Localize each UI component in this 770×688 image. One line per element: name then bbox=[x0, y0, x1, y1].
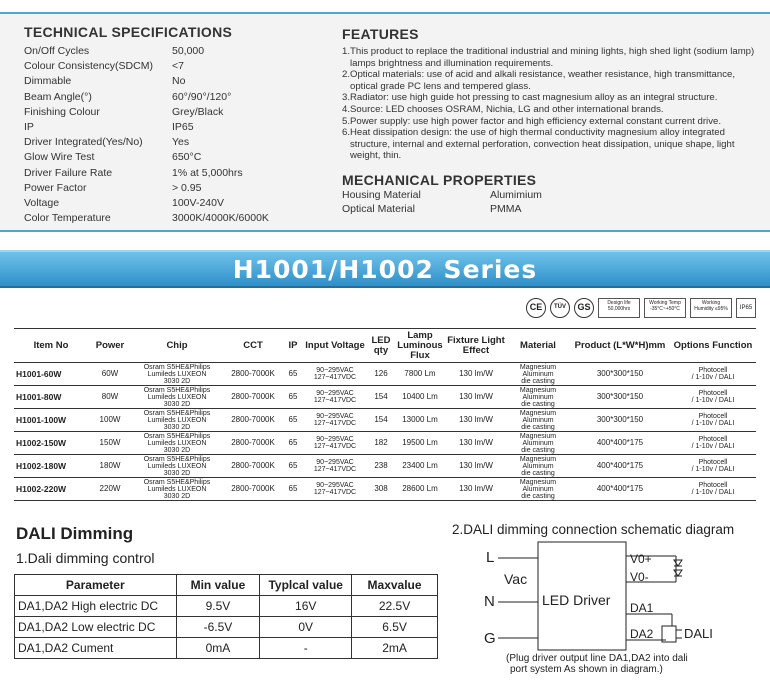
ip-cell: 65 bbox=[284, 478, 302, 501]
specifications-panel bbox=[0, 12, 770, 232]
spec-row bbox=[24, 74, 324, 89]
spec-value: No bbox=[172, 75, 186, 88]
mechanical-list bbox=[342, 188, 760, 216]
voltage_lines-line: 127~417VDC bbox=[313, 420, 357, 427]
power-cell: 80W bbox=[88, 386, 132, 409]
material-cell bbox=[506, 386, 570, 409]
chip_lines-line: 3030 2D bbox=[163, 400, 191, 408]
dali-row bbox=[15, 638, 438, 659]
options_lines-line: / 1-10v / DALI bbox=[691, 374, 735, 381]
chip-cell bbox=[132, 432, 222, 455]
cct-cell: 2800-7000K bbox=[222, 432, 284, 455]
chip_lines-line: Osram S5HE&Philips bbox=[143, 478, 211, 486]
chip_lines-line: 3030 2D bbox=[163, 492, 191, 500]
chip_lines-line: 3030 2D bbox=[163, 469, 191, 477]
flux-cell: 28600 Lm bbox=[394, 478, 446, 501]
dali-column-header: Min value bbox=[176, 575, 260, 596]
chip_lines-line: Osram S5HE&Philips bbox=[143, 409, 211, 417]
spec-label: Power Factor bbox=[24, 181, 87, 194]
dali-schematic-diagram bbox=[476, 536, 766, 656]
options_lines-line: Photocell bbox=[698, 459, 728, 466]
size-cell: 400*400*175 bbox=[570, 455, 670, 478]
power-cell: 180W bbox=[88, 455, 132, 478]
spec-value: Grey/Black bbox=[172, 105, 224, 118]
voltage_lines-line: 90~295VAC bbox=[316, 390, 354, 397]
chip_lines-line: Osram S5HE&Philips bbox=[143, 363, 211, 371]
product-column-header: IP bbox=[284, 329, 302, 363]
chip_lines-line: 3030 2D bbox=[163, 446, 191, 454]
l-label: L bbox=[486, 549, 495, 566]
options_lines-line: / 1-10v / DALI bbox=[691, 443, 735, 450]
n-label: N bbox=[484, 593, 495, 610]
flux-cell: 23400 Lm bbox=[394, 455, 446, 478]
spec-label: On/Off Cycles bbox=[24, 45, 90, 57]
size-cell: 400*400*175 bbox=[570, 432, 670, 455]
product-column-header: Input Voltage bbox=[302, 329, 368, 363]
product-column-header: Item No bbox=[14, 329, 88, 363]
feature-item: 2.Optical materials: use of acid and alkali resistance, weather resistance, high transmittance, optical grade PC lens and tempered glass. bbox=[342, 69, 736, 92]
schematic-note-line: (Plug driver output line DA1,DA2 into dali bbox=[506, 653, 688, 664]
schematic-note-line: port system As shown in diagram.) bbox=[510, 664, 663, 675]
product-column-header: Power bbox=[88, 329, 132, 363]
options_lines-line: / 1-10v / DALI bbox=[691, 397, 735, 404]
dali-label: DALI bbox=[684, 626, 713, 641]
chip_lines-line: Lumileds LUXEON bbox=[147, 485, 207, 493]
power-cell: 60W bbox=[88, 363, 132, 386]
voltage-cell bbox=[302, 478, 368, 501]
item-number: H1001-100W bbox=[14, 409, 88, 432]
led-qty-cell: 182 bbox=[368, 432, 394, 455]
dali-value: -6.5V bbox=[176, 617, 260, 638]
spec-value: 50,000 bbox=[172, 45, 205, 57]
spec-row bbox=[24, 166, 324, 181]
mechanical-label: Housing Material bbox=[342, 188, 421, 201]
dali-row bbox=[15, 617, 438, 638]
voltage_lines-line: 90~295VAC bbox=[316, 482, 354, 489]
material_lines-line: Aluminum bbox=[522, 485, 554, 493]
tech-specs-title: TECHNICAL SPECIFICATIONS bbox=[24, 24, 233, 40]
voltage_lines-line: 90~295VAC bbox=[316, 367, 354, 374]
options_lines-line: / 1-10v / DALI bbox=[691, 420, 735, 427]
features-title: FEATURES bbox=[342, 26, 419, 42]
options-cell bbox=[670, 409, 756, 432]
material_lines-line: Magnesium bbox=[519, 432, 557, 440]
chip_lines-line: Osram S5HE&Philips bbox=[143, 432, 211, 440]
dali-value: 2mA bbox=[352, 638, 438, 659]
da1-label: DA1 bbox=[630, 601, 654, 615]
options_lines-line: / 1-10v / DALI bbox=[691, 466, 735, 473]
dali-value: 6.5V bbox=[352, 617, 438, 638]
ip-cell: 65 bbox=[284, 409, 302, 432]
product-column-header: Fixture Light Effect bbox=[446, 329, 506, 363]
led-qty-cell: 154 bbox=[368, 386, 394, 409]
led-qty-cell: 308 bbox=[368, 478, 394, 501]
working-temp-badge: Working Temp -35°C~+50°C bbox=[644, 298, 686, 318]
v0plus-label: V0+ bbox=[630, 552, 652, 566]
options_lines-line: Photocell bbox=[698, 482, 728, 489]
product-table-header bbox=[14, 329, 756, 363]
product-column-header: Material bbox=[506, 329, 570, 363]
dali-table bbox=[14, 574, 438, 659]
options_lines-line: Photocell bbox=[698, 413, 728, 420]
spec-value: 3000K/4000K/6000K bbox=[172, 212, 269, 225]
mechanical-row bbox=[342, 202, 760, 216]
spec-label: Driver Failure Rate bbox=[24, 166, 113, 179]
dali-title: DALI Dimming bbox=[16, 524, 134, 543]
gs-mark-icon: GS bbox=[574, 298, 594, 318]
spec-label: Beam Angle(°) bbox=[24, 90, 92, 103]
material_lines-line: Aluminum bbox=[522, 462, 554, 470]
da2-label: DA2 bbox=[630, 627, 654, 641]
voltage-cell bbox=[302, 409, 368, 432]
ip-cell: 65 bbox=[284, 455, 302, 478]
material_lines-line: Aluminum bbox=[522, 370, 554, 378]
technical-specifications bbox=[24, 24, 324, 226]
material_lines-line: Magnesium bbox=[519, 478, 557, 486]
cct-cell: 2800-7000K bbox=[222, 478, 284, 501]
spec-row bbox=[24, 59, 324, 74]
spec-row bbox=[24, 211, 324, 226]
spec-label: Colour Consistency(SDCM) bbox=[24, 60, 153, 73]
voltage_lines-line: 127~417VDC bbox=[313, 466, 357, 473]
material_lines-line: Aluminum bbox=[522, 439, 554, 447]
product-table bbox=[14, 328, 756, 501]
item-number: H1002-180W bbox=[14, 455, 88, 478]
spec-value: 60°/90°/120° bbox=[172, 90, 232, 103]
dali-value: 9.5V bbox=[176, 596, 260, 617]
led-diode-icon bbox=[674, 560, 682, 576]
flux-cell: 7800 Lm bbox=[394, 363, 446, 386]
features-list bbox=[342, 46, 760, 162]
light-effect-cell: 130 lm/W bbox=[446, 478, 506, 501]
tuv-mark-icon: TÜV bbox=[550, 298, 570, 318]
options-cell bbox=[670, 455, 756, 478]
dali-value: 16V bbox=[260, 596, 352, 617]
spec-row bbox=[24, 44, 324, 59]
spec-label: IP bbox=[24, 120, 34, 133]
voltage_lines-line: 127~417VDC bbox=[313, 489, 357, 496]
cct-cell: 2800-7000K bbox=[222, 455, 284, 478]
material-cell bbox=[506, 432, 570, 455]
power-cell: 100W bbox=[88, 409, 132, 432]
product-column-header: Lamp Luminous Flux bbox=[394, 329, 446, 363]
chip_lines-line: 3030 2D bbox=[163, 377, 191, 385]
voltage-cell bbox=[302, 363, 368, 386]
features-section bbox=[342, 26, 760, 216]
feature-item: 4.Source: LED chooses OSRAM, Nichia, LG and other international brands. bbox=[342, 103, 664, 115]
ip-cell: 65 bbox=[284, 386, 302, 409]
material-cell bbox=[506, 363, 570, 386]
spec-row bbox=[24, 90, 324, 105]
dali-subtitle: 1.Dali dimming control bbox=[16, 550, 155, 566]
chip-cell bbox=[132, 478, 222, 501]
dali-parameter: DA1,DA2 Cument bbox=[15, 638, 177, 659]
ip-rating-badge: IP65 bbox=[736, 298, 756, 318]
size-cell: 300*300*150 bbox=[570, 386, 670, 409]
spec-label: Driver Integrated(Yes/No) bbox=[24, 136, 143, 149]
options_lines-line: Photocell bbox=[698, 367, 728, 374]
size-cell: 400*400*175 bbox=[570, 478, 670, 501]
flux-cell: 19500 Lm bbox=[394, 432, 446, 455]
options_lines-line: / 1-10v / DALI bbox=[691, 489, 735, 496]
material-cell bbox=[506, 409, 570, 432]
chip_lines-line: Osram S5HE&Philips bbox=[143, 386, 211, 394]
options_lines-line: Photocell bbox=[698, 436, 728, 443]
material_lines-line: Magnesium bbox=[519, 363, 557, 371]
chip-cell bbox=[132, 386, 222, 409]
material_lines-line: Magnesium bbox=[519, 409, 557, 417]
spec-label: Voltage bbox=[24, 196, 60, 209]
working-humidity-badge: Working Humidity ≤95% bbox=[690, 298, 732, 318]
ip-cell: 65 bbox=[284, 363, 302, 386]
voltage_lines-line: 90~295VAC bbox=[316, 459, 354, 466]
dali-table-header bbox=[15, 575, 438, 596]
material_lines-line: die casting bbox=[521, 377, 555, 385]
design-life-badge: Design life 50,000hrs bbox=[598, 298, 640, 318]
chip_lines-line: 3030 2D bbox=[163, 423, 191, 431]
cct-cell: 2800-7000K bbox=[222, 363, 284, 386]
spec-label: Color Temperature bbox=[24, 212, 111, 225]
feature-item: 6.Heat dissipation design: the use of high thermal conductivity magnesium alloy integrated structure, internal and external perforation, convection heat dissipation, unique shape, light weight, thin. bbox=[342, 127, 735, 162]
options-cell bbox=[670, 432, 756, 455]
material_lines-line: Aluminum bbox=[522, 416, 554, 424]
product-row bbox=[14, 432, 756, 455]
chip_lines-line: Lumileds LUXEON bbox=[147, 370, 207, 378]
power-cell: 220W bbox=[88, 478, 132, 501]
ip-cell: 65 bbox=[284, 432, 302, 455]
chip_lines-line: Lumileds LUXEON bbox=[147, 416, 207, 424]
product-row bbox=[14, 409, 756, 432]
spec-value: 650°C bbox=[172, 151, 202, 164]
spec-value: IP65 bbox=[172, 120, 194, 133]
series-banner bbox=[0, 250, 770, 288]
product-row bbox=[14, 478, 756, 501]
dali-column-header: Parameter bbox=[15, 575, 177, 596]
light-effect-cell: 130 lm/W bbox=[446, 363, 506, 386]
item-number: H1002-220W bbox=[14, 478, 88, 501]
feature-item: 5.Power supply: use high power factor and high efficiency external constant current drive. bbox=[342, 115, 721, 127]
material_lines-line: Magnesium bbox=[519, 386, 557, 394]
spec-row bbox=[24, 196, 324, 211]
mechanical-title: MECHANICAL PROPERTIES bbox=[342, 171, 537, 188]
spec-label: Finishing Colour bbox=[24, 105, 100, 118]
power-cell: 150W bbox=[88, 432, 132, 455]
voltage_lines-line: 127~417VDC bbox=[313, 443, 357, 450]
chip_lines-line: Lumileds LUXEON bbox=[147, 393, 207, 401]
flux-cell: 10400 Lm bbox=[394, 386, 446, 409]
certification-row bbox=[526, 298, 756, 318]
spec-value: Yes bbox=[172, 136, 190, 149]
options-cell bbox=[670, 478, 756, 501]
material_lines-line: Magnesium bbox=[519, 455, 557, 463]
feature-item: 3.Radiator: use high guide hot pressing to cast magnesium alloy as an integral structure. bbox=[342, 92, 718, 104]
chip_lines-line: Lumileds LUXEON bbox=[147, 462, 207, 470]
size-cell: 300*300*150 bbox=[570, 409, 670, 432]
spec-label: Glow Wire Test bbox=[24, 151, 95, 164]
voltage-cell bbox=[302, 386, 368, 409]
dali-value: 22.5V bbox=[352, 596, 438, 617]
mechanical-label: Optical Material bbox=[342, 202, 415, 215]
product-row bbox=[14, 386, 756, 409]
mechanical-value: Alumimium bbox=[490, 188, 542, 201]
cct-cell: 2800-7000K bbox=[222, 386, 284, 409]
material-cell bbox=[506, 478, 570, 501]
light-effect-cell: 130 lm/W bbox=[446, 409, 506, 432]
dali-value: - bbox=[260, 638, 352, 659]
item-number: H1001-80W bbox=[14, 386, 88, 409]
spec-value: <7 bbox=[172, 60, 184, 73]
voltage_lines-line: 127~417VDC bbox=[313, 374, 357, 381]
product-column-header: Product (L*W*H)mm bbox=[570, 329, 670, 363]
chip_lines-line: Osram S5HE&Philips bbox=[143, 455, 211, 463]
led-qty-cell: 126 bbox=[368, 363, 394, 386]
voltage_lines-line: 90~295VAC bbox=[316, 413, 354, 420]
material_lines-line: die casting bbox=[521, 423, 555, 431]
material_lines-line: die casting bbox=[521, 400, 555, 408]
size-cell: 300*300*150 bbox=[570, 363, 670, 386]
product-column-header: Chip bbox=[132, 329, 222, 363]
schematic-title: 2.DALI dimming connection schematic diagram bbox=[452, 522, 735, 537]
cct-cell: 2800-7000K bbox=[222, 409, 284, 432]
chip-cell bbox=[132, 455, 222, 478]
item-number: H1002-150W bbox=[14, 432, 88, 455]
spec-row bbox=[24, 181, 324, 196]
dali-column-header: Maxvalue bbox=[352, 575, 438, 596]
dali-parameter: DA1,DA2 High electric DC bbox=[15, 596, 177, 617]
voltage-cell bbox=[302, 432, 368, 455]
dali-column-header: Typlcal value bbox=[260, 575, 352, 596]
voltage-cell bbox=[302, 455, 368, 478]
v0minus-label: V0- bbox=[630, 570, 649, 584]
spec-row bbox=[24, 150, 324, 165]
product-column-header: Options Function bbox=[670, 329, 756, 363]
item-number: H1001-60W bbox=[14, 363, 88, 386]
mechanical-row bbox=[342, 188, 760, 202]
led-qty-cell: 154 bbox=[368, 409, 394, 432]
chip_lines-line: Lumileds LUXEON bbox=[147, 439, 207, 447]
light-effect-cell: 130 lm/W bbox=[446, 455, 506, 478]
options_lines-line: Photocell bbox=[698, 390, 728, 397]
material-cell bbox=[506, 455, 570, 478]
product-row bbox=[14, 455, 756, 478]
spec-value: > 0.95 bbox=[172, 181, 202, 194]
product-row bbox=[14, 363, 756, 386]
material_lines-line: die casting bbox=[521, 446, 555, 454]
product-column-header: LED qty bbox=[368, 329, 394, 363]
spec-list bbox=[24, 44, 324, 226]
feature-item: 1.This product to replace the traditional industrial and mining lights, high shed light (sodium lamp) lamps brightness and illumination requirements. bbox=[342, 46, 755, 69]
voltage_lines-line: 90~295VAC bbox=[316, 436, 354, 443]
mechanical-value: PMMA bbox=[490, 202, 522, 215]
options-cell bbox=[670, 386, 756, 409]
schematic-note bbox=[506, 653, 756, 675]
chip-cell bbox=[132, 363, 222, 386]
product-column-header: CCT bbox=[222, 329, 284, 363]
light-effect-cell: 130 lm/W bbox=[446, 432, 506, 455]
voltage_lines-line: 127~417VDC bbox=[313, 397, 357, 404]
dali-parameter: DA1,DA2 Low electric DC bbox=[15, 617, 177, 638]
driver-label: LED Driver bbox=[542, 592, 611, 608]
spec-value: 100V-240V bbox=[172, 196, 224, 209]
spec-value: 1% at 5,000hrs bbox=[172, 166, 243, 179]
dali-value: 0V bbox=[260, 617, 352, 638]
series-title: H1001/H1002 Series bbox=[232, 255, 538, 284]
dali-value: 0mA bbox=[176, 638, 260, 659]
light-effect-cell: 130 lm/W bbox=[446, 386, 506, 409]
led-qty-cell: 238 bbox=[368, 455, 394, 478]
material_lines-line: die casting bbox=[521, 469, 555, 477]
options-cell bbox=[670, 363, 756, 386]
vac-label: Vac bbox=[504, 571, 528, 587]
spec-label: Dimmable bbox=[24, 75, 72, 88]
spec-row bbox=[24, 105, 324, 120]
spec-row bbox=[24, 135, 324, 150]
g-label: G bbox=[484, 630, 496, 647]
flux-cell: 13000 Lm bbox=[394, 409, 446, 432]
material_lines-line: Aluminum bbox=[522, 393, 554, 401]
dali-row bbox=[15, 596, 438, 617]
chip-cell bbox=[132, 409, 222, 432]
spec-row bbox=[24, 120, 324, 135]
material_lines-line: die casting bbox=[521, 492, 555, 500]
ce-mark-icon: CE bbox=[526, 298, 546, 318]
